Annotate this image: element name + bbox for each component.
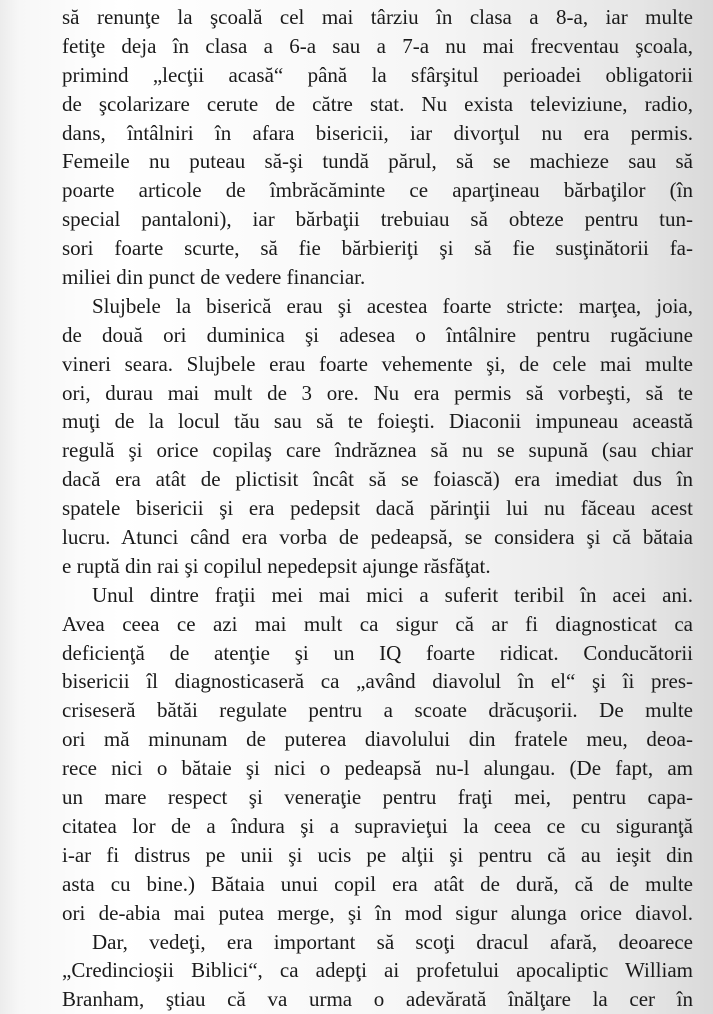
text-line: Branham, ştiau că va urma o adevărată înălţare la cer în [62,985,693,1014]
text-line: ori mă minunam de puterea diavolului din fratele meu, deoa- [62,725,693,754]
text-line: muţi de la locul tău sau să te foieşti. Diaconii impuneau această [62,407,693,436]
text-line: un mare respect şi veneraţie pentru fraţi mei, pentru capa- [62,783,693,812]
text-line: să renunţe la şcoală cel mai târziu în clasa a 8-a, iar multe [62,3,693,32]
text-line: asta cu bine.) Bătaia unui copil era atât de dură, că de multe [62,870,693,899]
text-line: rece nici o bătaie şi nici o pedeapsă nu-l alungau. (De fapt, am [62,754,693,783]
paragraph [62,3,693,292]
text-line: primind „lecţii acasă“ până la sfârşitul perioadei obligatorii [62,61,693,90]
text-line: ori, durau mai mult de 3 ore. Nu era permis să vorbeşti, să te [62,379,693,408]
text-line: e ruptă din rai şi copilul nepedepsit ajunge răsfăţat. [62,552,693,581]
text-line: fetiţe deja în clasa a 6-a sau a 7-a nu mai frecventau şcoala, [62,32,693,61]
text-line: Femeile nu puteau să-şi tundă părul, să se machieze sau să [62,147,693,176]
text-line: vineri seara. Slujbele erau foarte vehemente şi, de cele mai multe [62,350,693,379]
text-line: poarte articole de îmbrăcăminte ce aparţineau bărbaţilor (în [62,176,693,205]
text-line: miliei din punct de vedere financiar. [62,263,693,292]
text-line: lucru. Atunci când era vorba de pedeapsă, se considera şi că bătaia [62,523,693,552]
paragraph [62,928,693,1014]
text-line: citatea lor de a îndura şi a supravieţui la ceea ce cu siguranţă [62,812,693,841]
text-line: i-ar fi distrus pe unii şi ucis pe alţii şi pentru că au ieşit din [62,841,693,870]
text-line: regulă şi orice copilaş care îndrăznea să nu se supună (sau chiar [62,436,693,465]
paragraph [62,292,693,581]
text-line: criseseră bătăi regulate pentru a scoate drăcuşorii. De multe [62,696,693,725]
text-line: special pantaloni), iar bărbaţii trebuiau să obteze pentru tun- [62,205,693,234]
text-line: Slujbele la biserică erau şi acestea foarte stricte: marţea, joia, [62,292,693,321]
paragraph [62,581,693,928]
text-line: spatele bisericii şi era pedepsit dacă părinţii lui nu făceau acest [62,494,693,523]
text-line: bisericii îl diagnosticaseră ca „având diavolul în el“ şi îi pres- [62,667,693,696]
book-page [62,3,693,1014]
text-line: ori de-abia mai putea merge, şi în mod sigur alunga orice diavol. [62,899,693,928]
text-line: de şcolarizare cerute de către stat. Nu exista televiziune, radio, [62,90,693,119]
text-line: Dar, vedeţi, era important să scoţi dracul afară, deoarece [62,928,693,957]
text-line: Unul dintre fraţii mei mai mici a suferit teribil în acei ani. [62,581,693,610]
text-line: dans, întâlniri în afara bisericii, iar divorţul nu era permis. [62,119,693,148]
text-line: deficienţă de atenţie şi un IQ foarte ridicat. Conducătorii [62,639,693,668]
text-line: sori foarte scurte, să fie bărbieriţi şi să fie susţinătorii fa- [62,234,693,263]
text-line: Avea ceea ce azi mai mult ca sigur că ar fi diagnosticat ca [62,610,693,639]
text-line: „Credincioşii Biblici“, ca adepţi ai profetului apocaliptic William [62,956,693,985]
text-line: dacă era atât de plictisit încât să se foiască) era imediat dus în [62,465,693,494]
text-line: de două ori duminica şi adesea o întâlnire pentru rugăciune [62,321,693,350]
